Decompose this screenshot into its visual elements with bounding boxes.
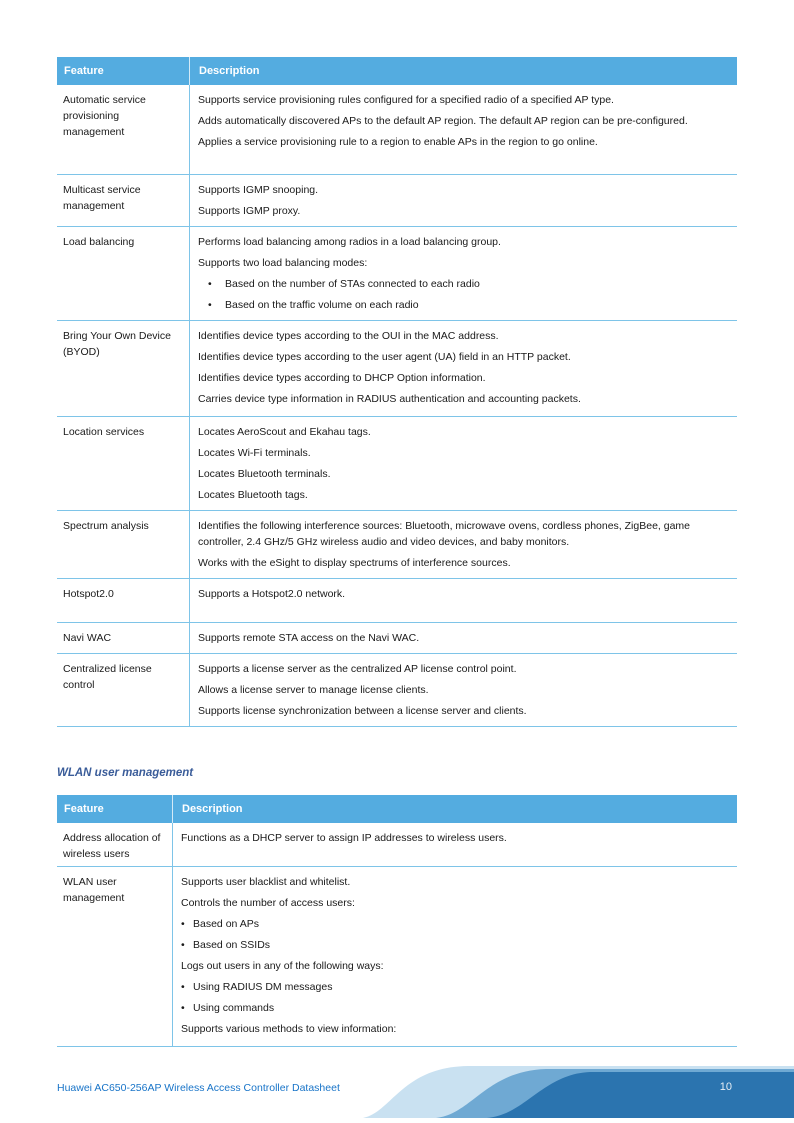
table-row — [57, 227, 737, 321]
bullet-text: Based on APs — [193, 918, 259, 930]
description-paragraph: Locates Bluetooth tags. — [198, 489, 308, 501]
bullet-list-item — [198, 297, 727, 313]
description-paragraph: Identifies device types according to the OUI in the MAC address. — [198, 330, 499, 342]
description-column-header: Description — [182, 803, 243, 815]
table-row — [57, 823, 737, 867]
feature-cell: Spectrum analysis — [57, 511, 190, 578]
description-cell — [190, 227, 737, 320]
section-heading: WLAN user management — [57, 767, 194, 779]
description-cell — [190, 175, 737, 226]
description-paragraph: Performs load balancing among radios in a load balancing group. — [198, 236, 501, 248]
description-cell — [190, 623, 737, 653]
description-paragraph: Supports two load balancing modes: — [198, 257, 368, 269]
description-cell — [190, 511, 737, 578]
description-paragraph: Identifies device types according to DHCP Option information. — [198, 372, 486, 384]
feature-cell: Bring Your Own Device (BYOD) — [57, 321, 190, 416]
description-paragraph: Locates Bluetooth terminals. — [198, 468, 331, 480]
description-paragraph: Works with the eSight to display spectrums of interference sources. — [198, 557, 511, 569]
table-body — [57, 823, 737, 1047]
description-paragraph: Carries device type information in RADIUS authentication and accounting packets. — [198, 393, 581, 405]
description-paragraph: Supports a license server as the centralized AP license control point. — [198, 663, 517, 675]
page-number: 10 — [719, 1081, 732, 1093]
feature-cell: Address allocation of wireless users — [57, 823, 173, 866]
description-paragraph: Adds automatically discovered APs to the default AP region. The default AP region can be pre-configured. — [198, 115, 688, 127]
description-cell — [190, 579, 737, 622]
description-cell — [190, 85, 737, 174]
bullet-icon: • — [208, 299, 212, 311]
description-paragraph: Supports a Hotspot2.0 network. — [198, 588, 346, 600]
bullet-text: Based on the number of STAs connected to each radio — [225, 278, 480, 290]
feature-cell: Load balancing — [57, 227, 190, 320]
table-header-row — [57, 57, 737, 85]
description-cell — [173, 823, 737, 866]
bullet-text: Based on the traffic volume on each radio — [225, 299, 419, 311]
feature-column-header: Feature — [57, 57, 190, 85]
page-footer — [0, 1060, 794, 1123]
table-row — [57, 867, 737, 1047]
table-row — [57, 654, 737, 727]
bullet-icon: • — [181, 1002, 185, 1014]
description-paragraph: Identifies the following interference sources: Bluetooth, microwave ovens, cordless phones, ZigBee, game controller, 2.4 GHz/5 GHz wireless audio and video devices, and baby monitors. — [198, 520, 691, 548]
feature-cell: Location services — [57, 417, 190, 510]
bullet-list-item — [198, 276, 727, 292]
description-cell — [190, 417, 737, 510]
description-paragraph: Supports remote STA access on the Navi WAC. — [198, 632, 420, 644]
description-paragraph: Applies a service provisioning rule to a region to enable APs in the region to go online. — [198, 136, 598, 148]
feature-column-header: Feature — [57, 795, 173, 823]
table-header-row — [57, 795, 737, 823]
table-body — [57, 85, 737, 727]
description-paragraph: Identifies device types according to the user agent (UA) field in an HTTP packet. — [198, 351, 571, 363]
table-row — [57, 579, 737, 623]
feature-cell: Hotspot2.0 — [57, 579, 190, 622]
description-cell — [190, 654, 737, 726]
description-paragraph: Functions as a DHCP server to assign IP addresses to wireless users. — [181, 832, 507, 844]
bullet-text: Based on SSIDs — [193, 939, 271, 951]
bullet-list-item — [181, 937, 727, 953]
feature-cell: Multicast service management — [57, 175, 190, 226]
feature-table-2 — [57, 795, 737, 1047]
feature-cell: Automatic service provisioning management — [57, 85, 190, 174]
description-paragraph: Supports license synchronization between a license server and clients. — [198, 705, 527, 717]
description-paragraph: Controls the number of access users: — [181, 897, 355, 909]
description-paragraph: Allows a license server to manage license clients. — [198, 684, 429, 696]
bullet-icon: • — [181, 918, 185, 930]
description-cell — [173, 867, 737, 1046]
bullet-text: Using commands — [193, 1002, 275, 1014]
table-row — [57, 623, 737, 654]
feature-cell: Centralized license control — [57, 654, 190, 726]
description-cell — [190, 321, 737, 416]
table-row — [57, 511, 737, 579]
description-column-header: Description — [199, 65, 260, 77]
bullet-icon: • — [208, 278, 212, 290]
bullet-list-item — [181, 916, 727, 932]
feature-cell: WLAN user management — [57, 867, 173, 1046]
bullet-icon: • — [181, 981, 185, 993]
bullet-list-item — [181, 979, 727, 995]
description-paragraph: Supports IGMP snooping. — [198, 184, 319, 196]
description-paragraph: Supports service provisioning rules configured for a specified radio of a specified AP type. — [198, 94, 614, 106]
feature-cell: Navi WAC — [57, 623, 190, 653]
bullet-list-item — [181, 1000, 727, 1016]
description-paragraph: Logs out users in any of the following ways: — [181, 960, 384, 972]
footer-document-title: Huawei AC650-256AP Wireless Access Controller Datasheet — [57, 1082, 340, 1094]
table-row — [57, 85, 737, 175]
description-paragraph: Supports various methods to view information: — [181, 1023, 397, 1035]
bullet-icon: • — [181, 939, 185, 951]
description-paragraph: Supports user blacklist and whitelist. — [181, 876, 351, 888]
feature-table-1 — [57, 57, 737, 727]
table-row — [57, 175, 737, 227]
table-row — [57, 321, 737, 417]
description-paragraph: Locates Wi-Fi terminals. — [198, 447, 311, 459]
table-row — [57, 417, 737, 511]
description-paragraph: Locates AeroScout and Ekahau tags. — [198, 426, 371, 438]
bullet-text: Using RADIUS DM messages — [193, 981, 333, 993]
description-paragraph: Supports IGMP proxy. — [198, 205, 301, 217]
